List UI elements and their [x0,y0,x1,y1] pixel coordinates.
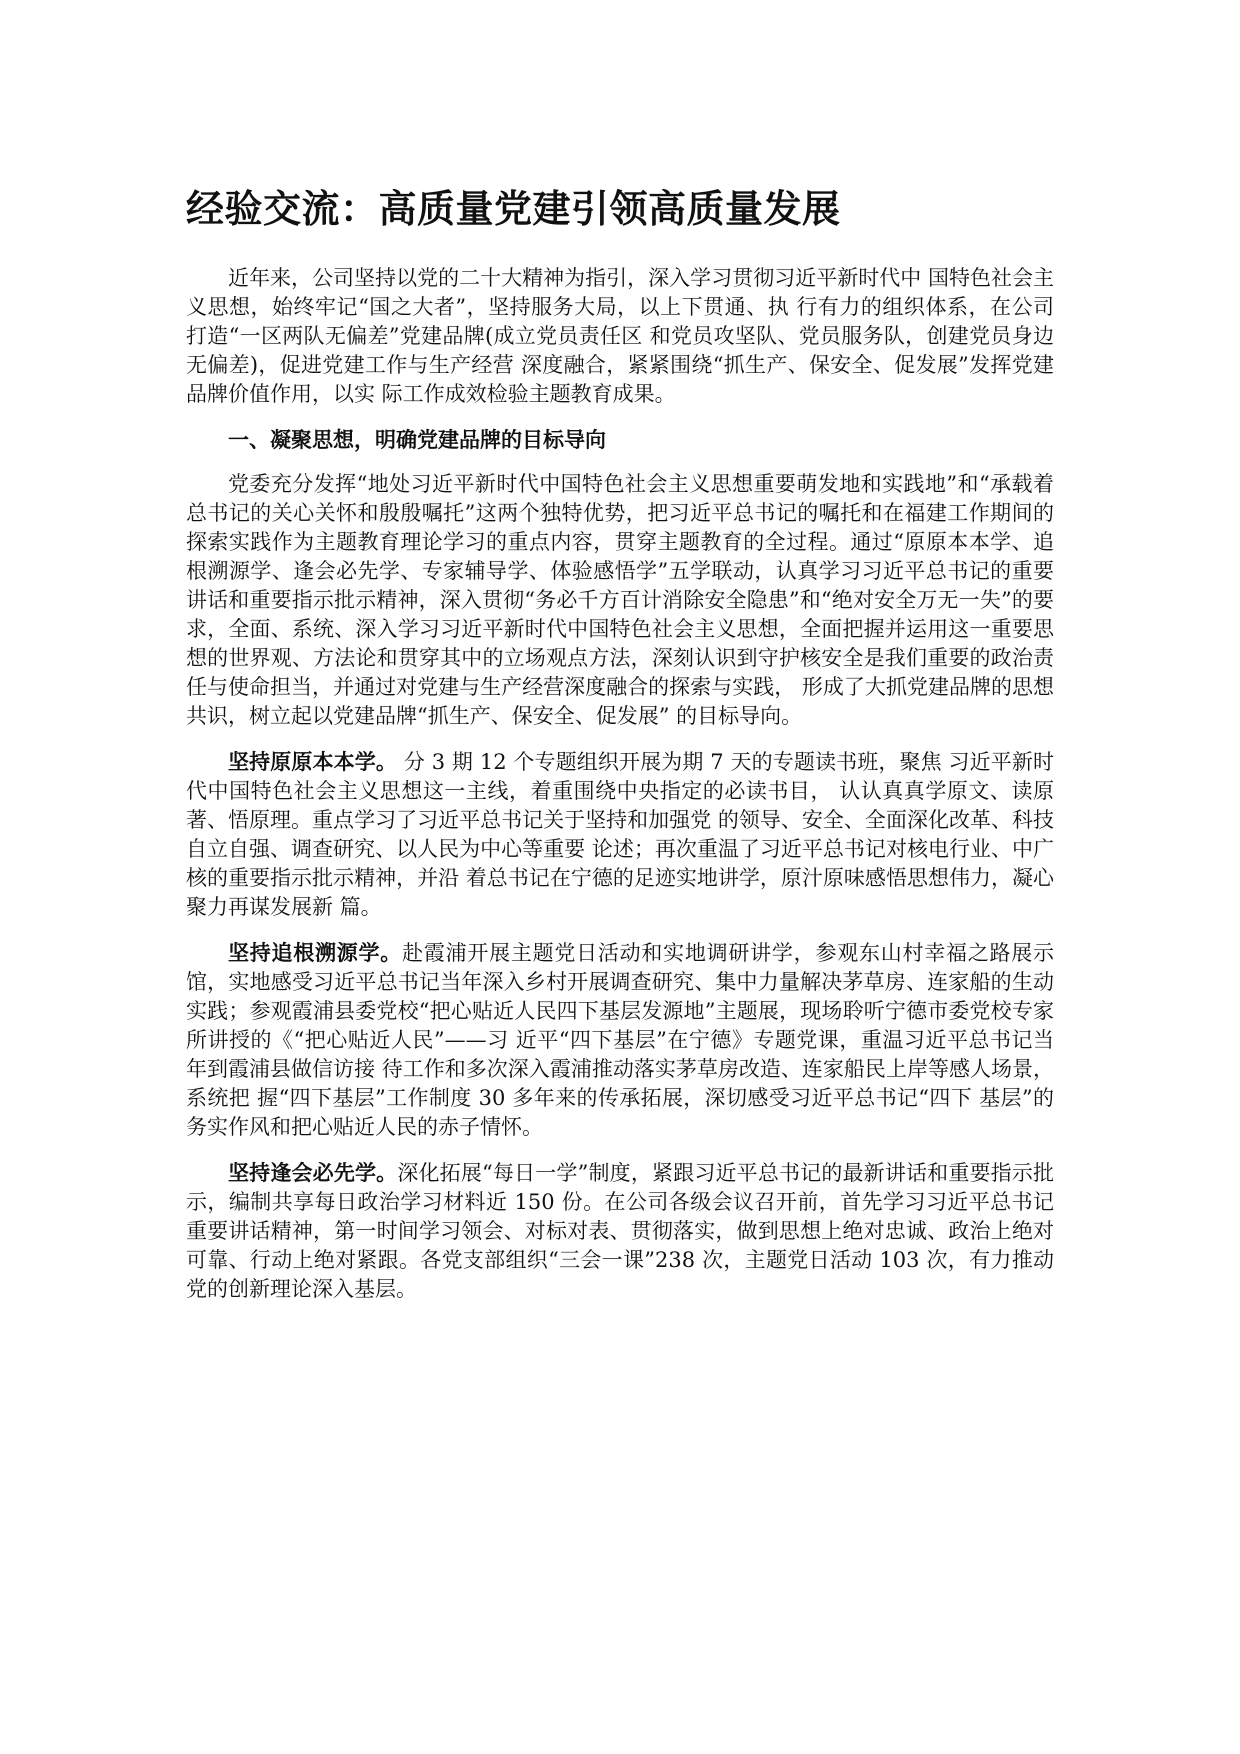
paragraph-meeting-study [186,1158,1054,1304]
paragraph-original-study [186,747,1054,922]
paragraph-body: 赴霞浦开展主题党日活动和实地调研讲学，参观东山村幸福之路展示馆，实地感受习近平总书记当年深入乡村开展调查研究、集中力量解决茅草房、连家船的生动实践；参观霞浦县委党校“把心贴近人民四下基层发源地”主题展，现场聆听宁德市委党校专家所讲授的《“把心贴近人民”——习 近平“四下基层”在宁德》专题党课，重温习近平总书记当年到霞浦县做信访接 待工作和多次深入霞浦推动落实茅草房改造、连家船民上岸等感人场景，系统把 握“四下基层”工作制度 30 多年来的传承拓展，深切感受习近平总书记“四下 基层”的务实作风和把心贴近人民的赤子情怀。 [186,941,1055,1139]
paragraph-body: 深化拓展“每日一学”制度，紧跟习近平总书记的最新讲话和重要指示批示，编制共享每日政治学习材料近 150 份。在公司各级会议召开前，首先学习习近平总书记重要讲话精神，第一时间学习领会、对标对表、贯彻落实，做到思想上绝对忠诚、政治上绝对可靠、行动上绝对紧跟。各党支部组织“三会一课”238 次，主题党日活动 103 次，有力推动党的创新理论深入基层。 [186,1161,1054,1301]
document-title: 经验交流：高质量党建引领高质量发展 [186,186,841,231]
paragraph-lead: 坚持逢会必先学。 [228,1160,398,1185]
intro-paragraph: 近年来，公司坚持以党的二十大精神为指引，深入学习贯彻习近平新时代中 国特色社会主义思想，始终牢记“国之大者”，坚持服务大局，以上下贯通、执 行有力的组织体系，在公司打造“一区两队无偏差”党建品牌(成立党员责任区 和党员攻坚队、党员服务队，创建党员身边无偏差)，促进党建工作与生产经营 深度融合，紧紧围绕“抓生产、保安全、促发展”发挥党建品牌价值作用，以实 际工作成效检验主题教育成果。 [186,266,1054,406]
paragraph-body: 分 3 期 12 个专题组织开展为期 7 天的专题读书班，聚焦 习近平新时代中国特色社会主义思想这一主线，着重围绕中央指定的必读书目， 认认真真学原文、读原著、悟原理。重点学习了习近平总书记关于坚持和加强党 的领导、安全、全面深化改革、科技自立自强、调查研究、以人民为中心等重要 论述；再次重温了习近平总书记对核电行业、中广核的重要指示批示精神，并沿 着总书记在宁德的足迹实地讲学，原汁原味感悟思想伟力，凝心聚力再谋发展新 篇。 [186,750,1055,919]
section-1-paragraph: 党委充分发挥“地处习近平新时代中国特色社会主义思想重要萌发地和实践地”和“承载着总书记的关心关怀和殷殷嘱托”这两个独特优势，把习近平总书记的嘱托和在福建工作期间的探索实践作为主题教育理论学习的重点内容，贯穿主题教育的全过程。通过“原原本本学、追根溯源学、逢会必先学、专家辅导学、体验感悟学”五学联动，认真学习习近平总书记的重要讲话和重要指示批示精神，深入贯彻“务必千方百计消除安全隐患”和“绝对安全万无一失”的要求，全面、系统、深入学习习近平新时代中国特色社会主义思想，全面把握并运用这一重要思想的世界观、方法论和贯穿其中的立场观点方法，深刻认识到守护核安全是我们重要的政治责任与使命担当，并通过对党建与生产经营深度融合的探索与实践， 形成了大抓党建品牌的思想共识，树立起以党建品牌“抓生产、保安全、促发展” 的目标导向。 [186,472,1054,728]
section-heading-1: 一、凝聚思想，明确党建品牌的目标导向 [228,427,606,452]
paragraph-trace-study [186,938,1054,1142]
document-page [186,184,1054,1320]
paragraph-lead: 坚持追根溯源学。 [228,940,403,965]
paragraph-lead: 坚持原原本本学。 [228,749,398,774]
